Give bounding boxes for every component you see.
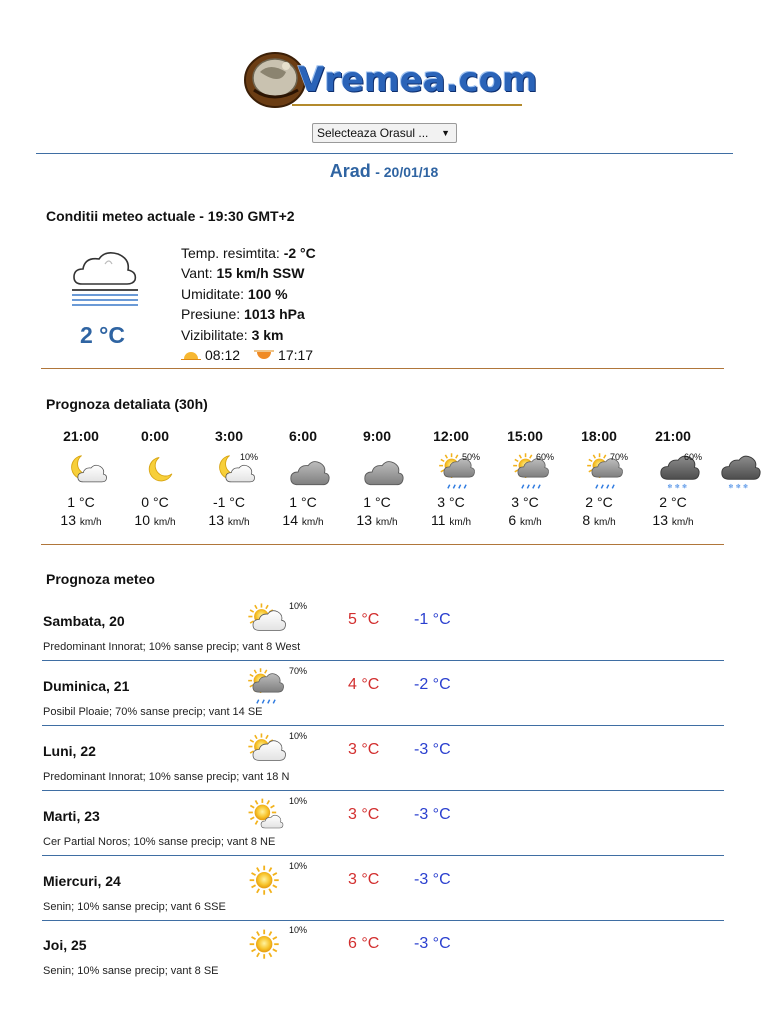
hour-wind: 8 km/h xyxy=(582,512,616,528)
cloud-snow-icon xyxy=(718,452,762,492)
min-temp: -3 °C xyxy=(414,806,451,823)
logo-wordmark: Vremea.com xyxy=(298,60,538,100)
hourly-forecast-item-partial xyxy=(710,426,784,534)
max-temp: 3 °C xyxy=(348,741,380,758)
min-temp: -3 °C xyxy=(414,871,451,888)
day-name: Luni, 22 xyxy=(43,743,96,759)
sun-times xyxy=(181,345,316,365)
hour-temp: 1 °C xyxy=(289,494,317,510)
day-name: Sambata, 20 xyxy=(43,613,125,629)
moon-cloud-icon xyxy=(65,452,109,492)
daily-forecast-row xyxy=(42,795,724,860)
precip-chance: 50% xyxy=(462,452,481,462)
hour-wind: 13 km/h xyxy=(60,512,102,528)
row-divider xyxy=(42,855,724,856)
hour-time: 12:00 xyxy=(433,428,469,444)
logo-underline xyxy=(292,104,522,106)
hourly-forecast-strip[interactable] xyxy=(36,426,749,534)
site-logo[interactable] xyxy=(238,40,538,112)
hourly-forecast-item xyxy=(192,426,266,534)
city-select[interactable] xyxy=(312,123,457,143)
sun-cloud-icon xyxy=(246,602,286,642)
hour-temp: 2 °C xyxy=(585,494,613,510)
fog-cloud-icon xyxy=(70,250,140,310)
forecast-date: - 20/01/18 xyxy=(375,164,439,180)
precip-chance: 70% xyxy=(289,666,308,676)
current-details xyxy=(181,243,316,365)
max-temp: 3 °C xyxy=(348,806,380,823)
hour-time: 3:00 xyxy=(214,428,244,444)
detail-pressure: Presiune: 1013 hPa xyxy=(181,306,305,323)
daily-forecast-row xyxy=(42,665,724,730)
precip-chance: 10% xyxy=(289,861,308,871)
cloud-icon xyxy=(361,452,405,492)
row-divider xyxy=(42,660,724,661)
moon-icon xyxy=(139,452,183,492)
day-name: Miercuri, 24 xyxy=(43,873,121,889)
daily-forecast-row xyxy=(42,730,724,795)
min-temp: -1 °C xyxy=(414,611,451,628)
precip-chance: 60% xyxy=(536,452,555,462)
svg-text:❄: ❄ xyxy=(742,483,749,491)
hour-temp: 1 °C xyxy=(363,494,391,510)
svg-text:❄: ❄ xyxy=(735,483,741,491)
sunset-time: 17:17 xyxy=(278,347,314,364)
hour-wind: 10 km/h xyxy=(134,512,176,528)
detail-visibility: Vizibilitate: 3 km xyxy=(181,326,284,343)
daily-forecast-row xyxy=(42,860,724,925)
max-temp: 3 °C xyxy=(348,871,380,888)
day-name: Joi, 25 xyxy=(43,937,87,953)
cloud-icon xyxy=(287,452,331,492)
sunrise-time: 08:12 xyxy=(205,347,241,364)
sun-small-cloud-icon xyxy=(246,797,286,837)
hourly-forecast-item xyxy=(340,426,414,534)
sun-cloud-rain-icon xyxy=(246,667,286,707)
location-heading xyxy=(0,161,768,182)
svg-text:❄: ❄ xyxy=(728,483,734,491)
hourly-forecast-item xyxy=(266,426,340,534)
daily-forecast-title: Prognoza meteo xyxy=(46,571,155,587)
hour-temp: -1 °C xyxy=(212,494,246,510)
current-temperature: 2 °C xyxy=(80,322,125,348)
day-description: Predominant Innorat; 10% sanse precip; vant 8 West xyxy=(43,641,301,653)
hour-wind: 11 km/h xyxy=(430,512,472,528)
precip-chance: 10% xyxy=(240,452,259,462)
svg-text:❄: ❄ xyxy=(674,483,680,491)
sun-icon xyxy=(246,926,286,966)
max-temp: 6 °C xyxy=(348,935,380,952)
detail-wind: Vant: 15 km/h SSW xyxy=(181,265,305,282)
row-divider xyxy=(42,790,724,791)
day-description: Posibil Ploaie; 70% sanse precip; vant 14 SE xyxy=(43,706,263,718)
min-temp: -2 °C xyxy=(414,676,451,693)
hourly-forecast-title: Prognoza detaliata (30h) xyxy=(46,396,208,412)
hour-time: 15:00 xyxy=(507,428,543,444)
hour-time: 18:00 xyxy=(581,428,617,444)
hourly-forecast-item xyxy=(118,426,192,534)
hour-wind: 13 km/h xyxy=(652,512,694,528)
precip-chance: 10% xyxy=(289,601,308,611)
detail-humidity: Umiditate: 100 % xyxy=(181,285,288,302)
max-temp: 4 °C xyxy=(348,676,380,693)
hour-time: 0:00 xyxy=(140,428,170,444)
hour-temp: 0 °C xyxy=(141,494,169,510)
current-conditions-title: Conditii meteo actuale - 19:30 GMT+2 xyxy=(46,208,295,224)
section-divider xyxy=(41,544,724,545)
hour-wind: 14 km/h xyxy=(282,512,324,528)
hour-wind: 6 km/h xyxy=(508,512,542,528)
daily-forecast-row xyxy=(42,600,724,665)
row-divider xyxy=(42,725,724,726)
city-name: Arad xyxy=(329,161,371,181)
hourly-forecast-item xyxy=(562,426,636,534)
hour-temp: 1 °C xyxy=(67,494,95,510)
svg-text:❄: ❄ xyxy=(667,483,673,491)
max-temp: 5 °C xyxy=(348,611,380,628)
hourly-forecast-item xyxy=(44,426,118,534)
hour-time: 6:00 xyxy=(288,428,318,444)
hourly-forecast-item xyxy=(636,426,710,534)
day-description: Cer Partial Noros; 10% sanse precip; vant 8 NE xyxy=(43,836,276,848)
hour-temp: 3 °C xyxy=(437,494,465,510)
hour-time: 9:00 xyxy=(362,428,392,444)
header-divider xyxy=(36,153,733,154)
hour-temp: 3 °C xyxy=(511,494,539,510)
hour-time: 21:00 xyxy=(63,428,99,444)
section-divider xyxy=(41,368,724,369)
min-temp: -3 °C xyxy=(414,741,451,758)
sunset-icon xyxy=(254,350,274,360)
sunrise-icon xyxy=(181,350,201,360)
hour-temp: 2 °C xyxy=(659,494,687,510)
city-select-value: Selecteaza Orasul ... xyxy=(317,126,429,140)
day-description: Senin; 10% sanse precip; vant 8 SE xyxy=(43,965,219,977)
detail-feels-like: Temp. resimtita: -2 °C xyxy=(181,245,316,261)
precip-chance: 70% xyxy=(610,452,629,462)
sun-icon xyxy=(246,862,286,902)
precip-chance: 60% xyxy=(684,452,703,462)
day-name: Marti, 23 xyxy=(43,808,100,824)
day-description: Predominant Innorat; 10% sanse precip; vant 18 N xyxy=(43,771,290,783)
chevron-down-icon: ▼ xyxy=(441,128,450,138)
min-temp: -3 °C xyxy=(414,935,451,952)
precip-chance: 10% xyxy=(289,925,308,935)
precip-chance: 10% xyxy=(289,796,308,806)
hour-wind: 13 km/h xyxy=(208,512,250,528)
hour-wind: 13 km/h xyxy=(356,512,398,528)
sun-cloud-icon xyxy=(246,732,286,772)
hourly-forecast-item xyxy=(414,426,488,534)
row-divider xyxy=(42,920,724,921)
day-name: Duminica, 21 xyxy=(43,678,130,694)
hour-time: 21:00 xyxy=(655,428,691,444)
hourly-forecast-item xyxy=(488,426,562,534)
daily-forecast-row xyxy=(42,924,724,989)
svg-text:❄: ❄ xyxy=(681,483,688,491)
precip-chance: 10% xyxy=(289,731,308,741)
day-description: Senin; 10% sanse precip; vant 6 SSE xyxy=(43,901,226,913)
